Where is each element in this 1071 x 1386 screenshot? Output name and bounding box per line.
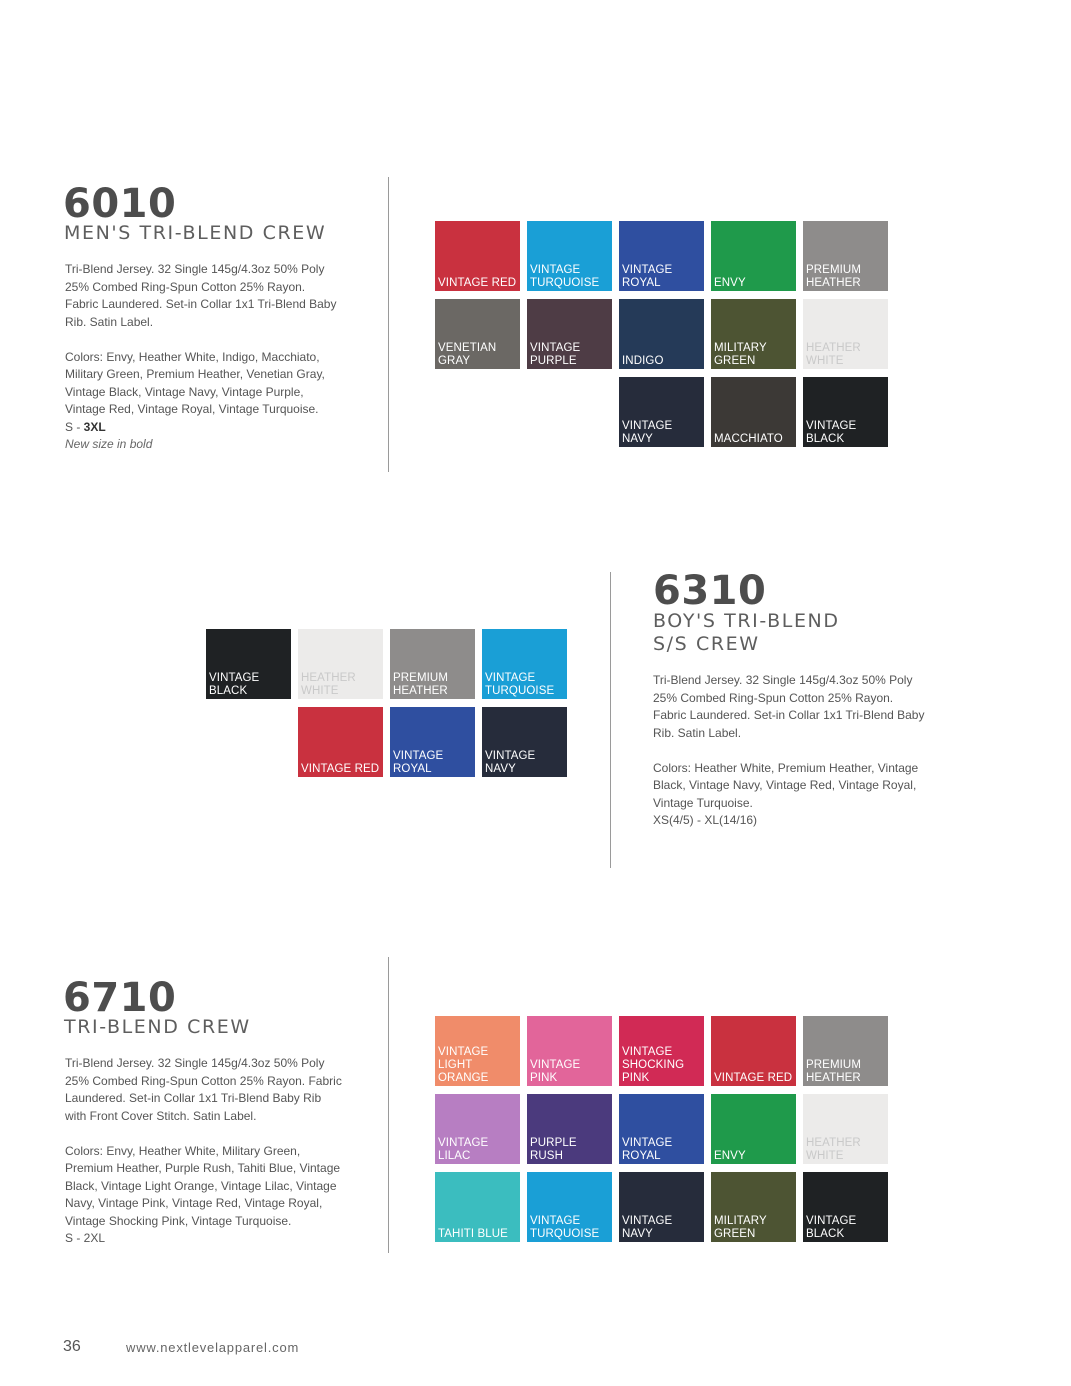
color-swatch-vintage-black: [803, 1172, 888, 1242]
style-number-6310: 6310: [653, 568, 767, 614]
colors-line: Vintage Shocking Pink, Vintage Turquoise.: [65, 1213, 292, 1228]
swatch-label: MILITARY GREEN: [714, 1215, 767, 1240]
color-swatch-vintage-purple: [527, 299, 612, 369]
swatch-label: VINTAGE BLACK: [209, 672, 260, 697]
style-name-6010: MEN'S TRI-BLEND CREW: [64, 222, 327, 244]
page-number: 36: [63, 1338, 81, 1355]
color-swatch-heather-white: [803, 1094, 888, 1164]
color-swatch-vintage-navy: [619, 377, 704, 447]
swatch-label: VINTAGE NAVY: [485, 750, 536, 775]
desc-line: 25% Combed Ring-Spun Cotton 25% Rayon.: [65, 279, 306, 294]
sizes-line: S - 2XL: [65, 1231, 106, 1245]
swatch-label: INDIGO: [622, 355, 664, 367]
colors-line: Premium Heather, Purple Rush, Tahiti Blue, Vintage: [65, 1161, 341, 1175]
color-swatch-vintage-turquoise: [527, 1172, 612, 1242]
swatch-label: VINTAGE TURQUOISE: [530, 264, 600, 289]
color-swatch-tahiti-blue: [435, 1172, 520, 1242]
style-name-line: BOY'S TRI-BLEND: [653, 610, 840, 632]
color-swatch-vintage-navy: [619, 1172, 704, 1242]
size-prefix: S -: [65, 419, 84, 434]
style-name-6310: [653, 610, 840, 656]
swatch-label: ENVY: [714, 277, 746, 289]
divider-6710: [388, 957, 389, 1253]
colors-line: Navy, Vintage Pink, Vintage Red, Vintage Royal,: [65, 1196, 323, 1210]
swatch-label: HEATHER WHITE: [806, 1137, 861, 1162]
swatch-label: ENVY: [714, 1150, 746, 1162]
divider-6010: [388, 177, 389, 472]
desc-line: Tri-Blend Jersey. 32 Single 145g/4.3oz 50% Poly: [65, 262, 325, 276]
desc-line: Rib. Satin Label.: [65, 314, 154, 329]
swatch-label: VINTAGE NAVY: [622, 1215, 673, 1240]
colors-line: Vintage Turquoise.: [653, 795, 753, 810]
desc-line: 25% Combed Ring-Spun Cotton 25% Rayon. Fabric: [65, 1073, 342, 1088]
swatch-label: VINTAGE NAVY: [622, 420, 673, 445]
desc-line: Tri-Blend Jersey. 32 Single 145g/4.3oz 50% Poly: [65, 1056, 325, 1070]
swatch-label: VINTAGE ROYAL: [622, 1137, 673, 1162]
sizes-line: [65, 419, 375, 437]
swatch-label: VINTAGE ROYAL: [393, 750, 444, 775]
swatch-label: PREMIUM HEATHER: [806, 1059, 862, 1084]
divider-6310: [610, 572, 611, 868]
style-name-6710: TRI-BLEND CREW: [64, 1016, 251, 1038]
colors-line: Black, Vintage Navy, Vintage Red, Vintage Royal,: [653, 778, 917, 792]
color-swatch-vintage-royal: [619, 1094, 704, 1164]
description-6010: [65, 261, 375, 454]
swatch-label: VINTAGE TURQUOISE: [485, 672, 555, 697]
color-swatch-vintage-red: [298, 707, 383, 777]
color-swatch-vintage-black: [206, 629, 291, 699]
style-number-6010: 6010: [63, 181, 177, 227]
swatch-label: VINTAGE RED: [714, 1072, 793, 1084]
swatch-label: VINTAGE RED: [301, 763, 380, 775]
desc-line: Fabric Laundered. Set-in Collar 1x1 Tri-Blend Baby: [653, 708, 925, 722]
swatch-label: VINTAGE SHOCKING PINK: [622, 1046, 685, 1084]
color-swatch-vintage-red: [711, 1016, 796, 1086]
swatch-label: VINTAGE PURPLE: [530, 342, 581, 367]
color-swatch-vintage-lilac: [435, 1094, 520, 1164]
color-swatch-vintage-black: [803, 377, 888, 447]
desc-line: 25% Combed Ring-Spun Cotton 25% Rayon.: [653, 690, 894, 705]
swatch-label: MILITARY GREEN: [714, 342, 767, 367]
style-name-line: S/S CREW: [653, 633, 760, 655]
swatch-label: VINTAGE ROYAL: [622, 264, 673, 289]
swatch-label: PREMIUM HEATHER: [806, 264, 862, 289]
swatch-label: HEATHER WHITE: [806, 342, 861, 367]
swatch-label: VINTAGE PINK: [530, 1059, 581, 1084]
colors-line: Colors: Envy, Heather White, Indigo, Macchiato,: [65, 349, 320, 364]
color-swatch-vintage-royal: [390, 707, 475, 777]
desc-line: Tri-Blend Jersey. 32 Single 145g/4.3oz 50% Poly: [653, 673, 913, 687]
swatch-label: VINTAGE BLACK: [806, 420, 857, 445]
color-swatch-vintage-turquoise: [527, 221, 612, 291]
swatch-label: PREMIUM HEATHER: [393, 672, 449, 697]
color-swatch-vintage-royal: [619, 221, 704, 291]
color-swatch-vintage-light-orange: [435, 1016, 520, 1086]
swatch-label: PURPLE RUSH: [530, 1137, 577, 1162]
color-swatch-vintage-red: [435, 221, 520, 291]
color-swatch-vintage-turquoise: [482, 629, 567, 699]
website-link[interactable]: www.nextlevelapparel.com: [126, 1340, 300, 1355]
color-swatch-military-green: [711, 299, 796, 369]
color-swatch-indigo: [619, 299, 704, 369]
color-swatch-heather-white: [298, 629, 383, 699]
colors-line: Colors: Heather White, Premium Heather, Vintage: [653, 760, 919, 775]
swatch-label: HEATHER WHITE: [301, 672, 356, 697]
colors-line: Colors: Envy, Heather White, Military Green,: [65, 1143, 301, 1158]
swatch-label: VINTAGE BLACK: [806, 1215, 857, 1240]
swatch-label: VINTAGE TURQUOISE: [530, 1215, 600, 1240]
sizes-line: XS(4/5) - XL(14/16): [653, 813, 758, 827]
swatch-label: TAHITI BLUE: [438, 1228, 508, 1240]
desc-line: Fabric Laundered. Set-in Collar 1x1 Tri-Blend Baby: [65, 297, 337, 311]
colors-line: Vintage Red, Vintage Royal, Vintage Turquoise.: [65, 402, 319, 416]
color-swatch-envy: [711, 221, 796, 291]
desc-line: with Front Cover Stitch. Satin Label.: [65, 1108, 257, 1123]
size-note: New size in bold: [65, 437, 153, 451]
color-swatch-premium-heather: [390, 629, 475, 699]
color-swatch-vintage-navy: [482, 707, 567, 777]
desc-line: Rib. Satin Label.: [653, 725, 742, 740]
color-swatch-premium-heather: [803, 1016, 888, 1086]
color-swatch-heather-white: [803, 299, 888, 369]
size-bold: 3XL: [83, 419, 106, 434]
colors-line: Vintage Black, Vintage Navy, Vintage Purple,: [65, 384, 304, 399]
color-swatch-macchiato: [711, 377, 796, 447]
description-6310: [653, 672, 953, 830]
swatch-label: MACCHIATO: [714, 433, 783, 445]
swatch-label: VINTAGE LIGHT ORANGE: [438, 1046, 489, 1084]
colors-line: Military Green, Premium Heather, Venetian Gray,: [65, 367, 325, 381]
desc-line: Laundered. Set-in Collar 1x1 Tri-Blend Baby Rib: [65, 1091, 322, 1105]
description-6710: [65, 1055, 380, 1248]
color-swatch-military-green: [711, 1172, 796, 1242]
color-swatch-vintage-shocking-pink: [619, 1016, 704, 1086]
colors-line: Black, Vintage Light Orange, Vintage Lilac, Vintage: [65, 1178, 337, 1193]
color-swatch-premium-heather: [803, 221, 888, 291]
swatch-label: VINTAGE LILAC: [438, 1137, 489, 1162]
color-swatch-purple-rush: [527, 1094, 612, 1164]
color-swatch-envy: [711, 1094, 796, 1164]
color-swatch-vintage-pink: [527, 1016, 612, 1086]
swatch-label: VINTAGE RED: [438, 277, 517, 289]
swatch-label: VENETIAN GRAY: [438, 342, 497, 367]
style-number-6710: 6710: [63, 975, 177, 1021]
color-swatch-venetian-gray: [435, 299, 520, 369]
